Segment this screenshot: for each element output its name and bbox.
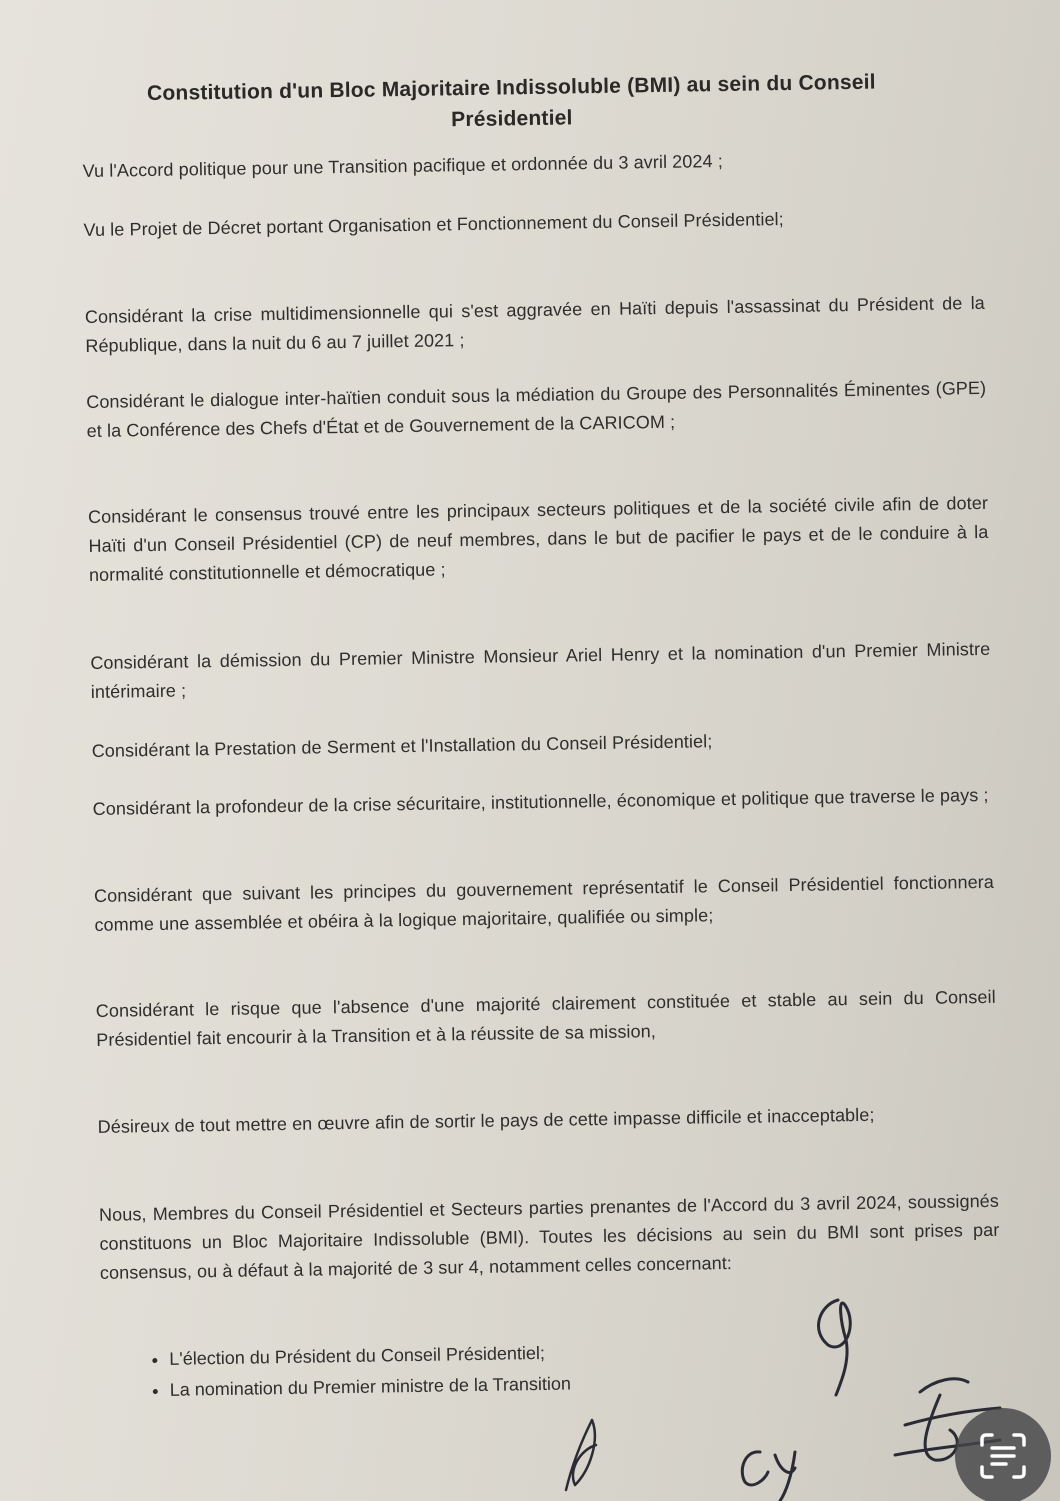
paragraph-considerant-consensus: Considérant le consensus trouvé entre les principaux secteurs politiques et de la société civile afin de doter Haïti d'un Conseil Présidentiel (CP) de neuf membres, dans le but de pacifier le pays et de le conduire à la normalité constitutionnelle et démocratique ; [87, 492, 989, 585]
paragraph-considerant-demission: Considérant la démission du Premier Ministre Monsieur Ariel Henry et la nomination d'un Premier Ministre intérimaire ; [90, 638, 991, 702]
paragraph-vu-projet-decret: Vu le Projet de Décret portant Organisation et Fonctionnement du Conseil Présidentiel; [83, 209, 784, 241]
paragraph-considerant-profondeur: Considérant la profondeur de la crise sécuritaire, institutionnelle, économique et politique que traverse le pays ; [92, 784, 989, 819]
paragraph-considerant-risque: Considérant le risque que l'absence d'une majorité clairement constituée et stable au sein du Conseil Présidentiel fait encourir à la Transition et à la réussite de sa mission, [95, 986, 996, 1050]
decision-list [131, 1333, 870, 1407]
list-item: • L'élection du Président du Conseil Présidentiel; [169, 1333, 869, 1375]
text-scan-button[interactable] [955, 1408, 1051, 1501]
text-scan-icon [976, 1429, 1030, 1483]
paragraph-vu-accord: Vu l'Accord politique pour une Transition pacifique et ordonnée du 3 avril 2024 ; [82, 150, 723, 182]
paragraph-considerant-prestation: Considérant la Prestation de Serment et l'Installation du Conseil Présidentiel; [91, 731, 713, 761]
paragraph-considerant-dialogue: Considérant le dialogue inter-haïtien conduit sous la médiation du Groupe des Personnalités Éminentes (GPE) et la Conférence des Chefs d'État et de Gouvernement de la CARICOM ; [86, 377, 987, 442]
document-title: Constitution d'un Bloc Majoritaire Indissoluble (BMI) au sein du Conseil Présidentiel [146, 70, 876, 132]
paragraph-considerant-crise: Considérant la crise multidimensionnelle qui s'est aggravée en Haïti depuis l'assassinat du Président de la République, dans la nuit du 6 au 7 juillet 2021 ; [84, 292, 985, 357]
list-item: • La nomination du Premier ministre de la Transition [170, 1364, 870, 1406]
paragraph-desireux: Désireux de tout mettre en œuvre afin de sortir le pays de cette impasse difficile et inacceptable; [97, 1104, 875, 1137]
paragraph-nous-membres: Nous, Membres du Conseil Présidentiel et Secteurs parties prenantes de l'Accord du 3 avril 2024, soussignés constituons un Bloc Majoritaire Indissoluble (BMI). Toutes les décisions au sein du BMI sont prises par consensus, ou à défaut à la majorité de 3 sur 4, notamment celles concernant: [98, 1190, 1000, 1283]
paragraph-considerant-principes: Considérant que suivant les principes du gouvernement représentatif le Conseil Présidentiel fonctionnera comme une assemblée et obéira à la logique majoritaire, qualifiée ou simple; [93, 871, 995, 935]
